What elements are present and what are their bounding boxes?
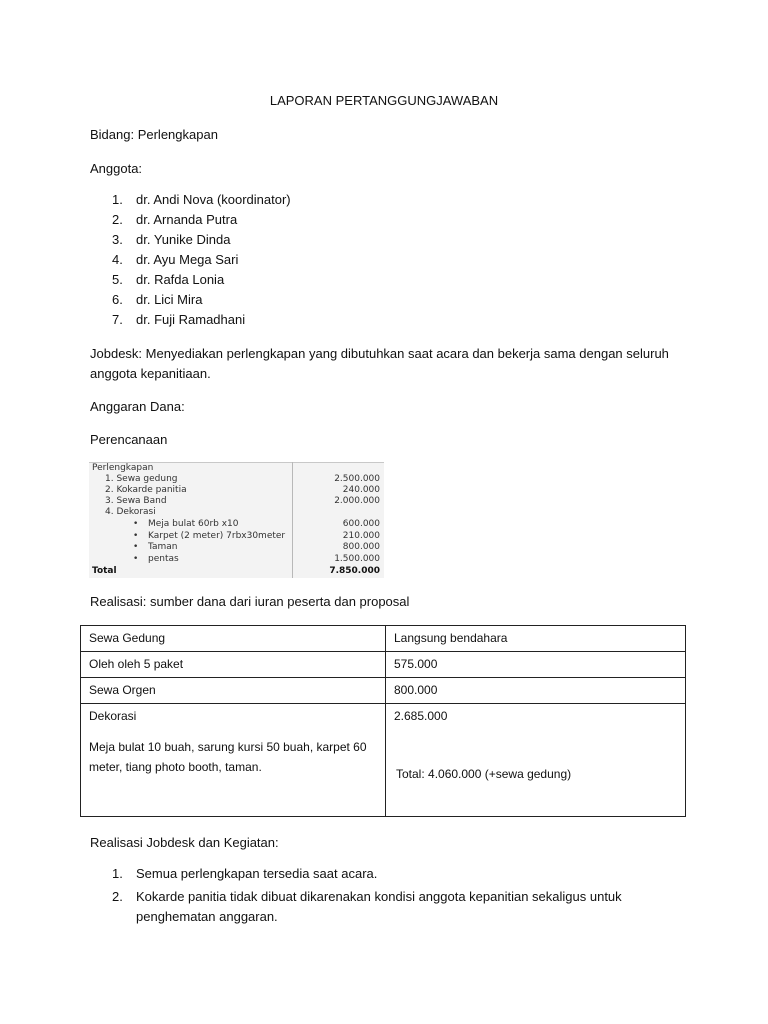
- anggaran-label: Anggaran Dana:: [90, 399, 185, 414]
- perencanaan-table-image: [89, 462, 384, 578]
- member-item: 5. dr. Rafda Lonia: [112, 272, 225, 287]
- member-item: 4. dr. Ayu Mega Sari: [112, 252, 239, 267]
- members-list: [112, 190, 291, 330]
- plan-subitem: • Karpet (2 meter) 7rbx30meter 210.000: [133, 531, 380, 541]
- member-item: 6. dr. Lici Mira: [112, 292, 203, 307]
- table-row: [81, 704, 686, 817]
- perencanaan-label: Perencanaan: [90, 432, 168, 447]
- plan-subitem: • Taman 800.000: [133, 542, 380, 552]
- member-item: 3. dr. Yunike Dinda: [112, 232, 231, 247]
- plan-item: 3. Sewa Band 2.000.000: [105, 496, 380, 506]
- list-item: 1. Semua perlengkapan tersedia saat acara.: [112, 866, 378, 881]
- table-row: Sewa Gedung Langsung bendahara: [81, 626, 686, 652]
- kegiatan-label: Realisasi Jobdesk dan Kegiatan:: [90, 835, 279, 850]
- dekorasi-item: Dekorasi: [89, 709, 137, 723]
- dekorasi-value: 2.685.000: [394, 709, 448, 723]
- list-item: 2. Kokarde panitia tidak dibuat dikarenakan kondisi anggota kepanitian sekaligus untuk penghematan anggaran.: [112, 889, 622, 924]
- anggota-label: Anggota:: [90, 161, 143, 176]
- bidang-line: Bidang: Perlengkapan: [90, 127, 218, 142]
- member-item: 2. dr. Arnanda Putra: [112, 212, 238, 227]
- realisasi-table: [80, 625, 686, 817]
- member-item: 7. dr. Fuji Ramadhani: [112, 312, 246, 327]
- plan-subitem: • pentas 1.500.000: [133, 554, 380, 564]
- table-row: Oleh oleh 5 paket 575.000: [81, 652, 686, 678]
- report-title: LAPORAN PERTANGGUNGJAWABAN: [269, 93, 499, 108]
- member-item: 1. dr. Andi Nova (koordinator): [112, 192, 291, 207]
- kegiatan-list: [112, 864, 632, 930]
- dekorasi-desc: Meja bulat 10 buah, sarung kursi 50 buah, karpet 60 meter, tiang photo booth, taman.: [89, 740, 367, 774]
- realisasi-total: Total: 4.060.000 (+sewa gedung): [396, 767, 572, 781]
- table-row: Sewa Orgen 800.000: [81, 678, 686, 704]
- plan-subitem: • Meja bulat 60rb x10 600.000: [133, 519, 380, 529]
- realisasi-label: Realisasi: sumber dana dari iuran peserta dan proposal: [90, 594, 410, 609]
- plan-item: 2. Kokarde panitia 240.000: [105, 485, 380, 495]
- plan-item: 4. Dekorasi: [105, 507, 156, 517]
- plan-total: Total 7.850.000: [92, 566, 380, 576]
- plan-item: 1. Sewa gedung 2.500.000: [105, 474, 380, 484]
- jobdesk-paragraph: Jobdesk: Menyediakan perlengkapan yang dibutuhkan saat acara dan bekerja sama dengan seluruh anggota kepanitiaan.: [90, 346, 669, 381]
- plan-header: Perlengkapan: [92, 463, 154, 473]
